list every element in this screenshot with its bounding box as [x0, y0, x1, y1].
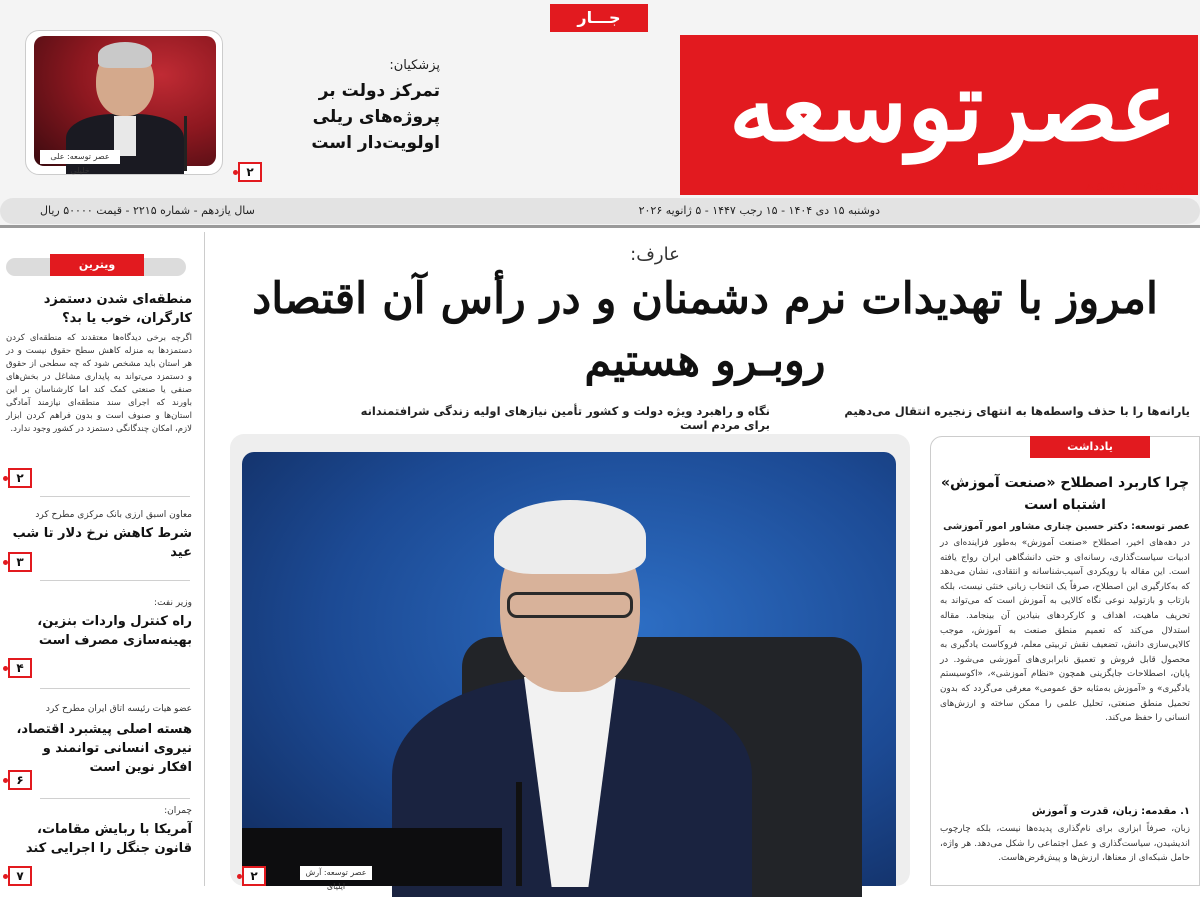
masthead [0, 0, 1200, 228]
left-item-headline[interactable]: شرط کاهش نرخ دلار تا شب عید [12, 526, 192, 560]
microphone-icon [516, 782, 522, 886]
showcase-label: ویترین [50, 254, 144, 276]
glasses-icon [507, 592, 633, 618]
left-item-page-badge[interactable]: ۴ [8, 658, 32, 678]
microphone-icon [184, 116, 187, 171]
main-kicker: عارف: [630, 244, 680, 265]
photo-hair [494, 500, 646, 574]
left-item-kicker: وزیر نفت: [154, 598, 192, 608]
editorial-label: یادداشت [1030, 436, 1150, 458]
left-item-headline[interactable]: آمریکا با ربایش مقامات، قانون جنگل را اجرایی کند [25, 822, 192, 856]
left-item-kicker: عضو هیات رئیسه اتاق ایران مطرح کرد [45, 704, 192, 714]
side-story-kicker: پزشکیان: [389, 58, 440, 73]
newspaper-logo-latin: ASRE TOSEE [1085, 181, 1186, 194]
main-photo-caption: عصر توسعه: آرش ایلیای [300, 866, 372, 880]
left-item-page-badge[interactable]: ۷ [8, 866, 32, 886]
main-photo-page-badge[interactable]: ۲ [242, 866, 266, 886]
left-item-divider [40, 798, 190, 799]
editorial-body: در دهه‌های اخیر، اصطلاح «صنعت آموزش» به‌طور فزاینده‌ای در ادبیات سیاست‌گذاری، رسانه‌ای و حتی دانشگاهی ایران رواج یافته است. این مقاله با رویکردی آسیب‌شناسانه و انتقادی، نشان می‌دهد که به‌کارگیری این اصطلاح، صرفاً یک انتخاب زبانی خنثی نیست، بلکه بازتاب و بازتولید نوعی نگاه کالایی به آموزش است که می‌تواند به تحریف ماهیت، اهداف و کارکردهای بنیادین آن بینجامد. مقاله استدلال می‌کند که تعمیم منطق صنعت به آموزش، موجب کالایی‌سازی دانش، تضعیف نقش تربیتی معلم، فروکاست یادگیری به محصول قابل فروش و تعمیق نابرابری‌های آموزشی می‌شود. در پایان، اصطلاحات جایگزینی همچون «نظام آموزشی»، «اکوسیستم یادگیری» و «آموزش به‌مثابه حق عمومی» معرفی می‌گردد که بدون تحمیل منطق صنعتی، تحلیل علمی را ممکن ساخته و ارزش‌های انسانی را حفظ می‌کند. [940, 538, 1190, 724]
left-column [0, 232, 198, 886]
left-item-body: اگرچه برخی دیدگاه‌ها معتقدند که منطقه‌ای کردن دستمزدها به منزله کاهش سطح حقوق نیست و در هر استان باید مشخص شود که چه سطحی از حقوق و دستمزد می‌تواند به پایداری مشاغل در بخش‌های صنفی یا صنعتی کمک کند اما کارشناسان بر این باورند که اجرای سند منطقه‌ای نیازمند آمادگی استان‌ها و صنوف است و بدون فراهم کردن ابزار لازم، امکان چندگانگی دستمزد در کشور وجود ندارد. [6, 333, 192, 434]
editorial-title[interactable]: چرا کاربرد اصطلاح «صنعت آموزش» اشتباه است [940, 475, 1190, 513]
photo-hair [98, 42, 152, 68]
left-item-divider [40, 496, 190, 497]
editorial-body-continued: زبان، صرفاً ابزاری برای نام‌گذاری پدیده‌ها نیست، بلکه چارچوب اندیشیدن، سیاست‌گذاری و عمل اجتماعی را شکل می‌دهد. هر واژه، حامل شبکه‌ای از معناها، ارزش‌ها و پیش‌فرض‌هاست. [940, 824, 1190, 864]
editorial-section-heading: ۱. مقدمه: زبان، قدرت و آموزش [1031, 806, 1190, 817]
left-item-divider [40, 688, 190, 689]
main-photo[interactable] [242, 452, 896, 886]
left-item-divider [40, 580, 190, 581]
photo-laptop [242, 828, 502, 886]
left-item-page-badge[interactable]: ۲ [8, 468, 32, 488]
main-subheadline-right: یارانه‌ها را با حذف واسطه‌ها به انتهای زنجیره انتقال می‌دهیم [844, 404, 1190, 418]
editorial-author: عصر توسعه: دکتر حسین چناری مشاور امور آموزشی [943, 521, 1190, 532]
side-photo-caption: عصر توسعه: علی خلیلی [40, 150, 120, 164]
column-divider [204, 232, 205, 886]
main-headline[interactable]: امروز با تهدیدات نرم دشمنان و در رأس آن اقتصاد روبـرو هستیم [252, 274, 1158, 386]
brand-tag: جـــار [550, 4, 648, 32]
issue-info: سال یازدهم - شماره ۲۲۱۵ - قیمت ۵۰۰۰۰ ریال [40, 204, 255, 217]
main-subheadline-left: نگاه و راهبرد ویژه دولت و کشور تأمین نیازهای اولیه زندگی شرافتمندانه برای مردم است [360, 404, 770, 432]
left-item-headline[interactable]: منطقه‌ای شدن دستمزد کارگران، خوب یا بد؟ [43, 292, 192, 326]
side-story-headline[interactable]: تمرکز دولت بر پروژه‌های ریلی اولویت‌دار است [311, 81, 440, 153]
side-story-page-badge[interactable]: ۲ [238, 162, 262, 182]
left-item-page-badge[interactable]: ۳ [8, 552, 32, 572]
issue-date: دوشنبه ۱۵ دی ۱۴۰۴ - ۱۵ رجب ۱۴۴۷ - ۵ ژانویه ۲۰۲۶ [638, 204, 880, 217]
left-item-page-badge[interactable]: ۶ [8, 770, 32, 790]
left-item-headline[interactable]: هسته اصلی پیشبرد اقتصاد، نیروی انسانی توانمند و افکار نوین است [16, 722, 192, 775]
left-item-headline[interactable]: راه کنترل واردات بنزین، بهینه‌سازی مصرف است [37, 614, 192, 648]
side-story-photo [34, 36, 216, 166]
left-item-kicker: چمران: [164, 806, 192, 816]
left-item-kicker: معاون اسبق ارزی بانک مرکزی مطرح کرد [35, 510, 192, 520]
newspaper-logo[interactable]: عصرتوسعه [728, 50, 1178, 163]
